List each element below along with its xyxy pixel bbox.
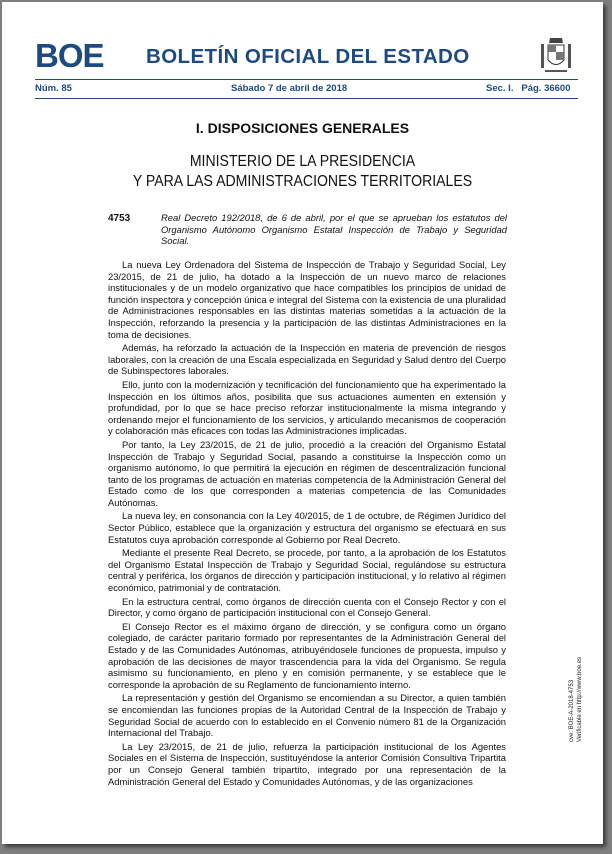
verification-url: Verificable en http://www.boe.es (577, 656, 583, 742)
document-body (108, 259, 506, 789)
document-summary: Real Decreto 192/2018, de 6 de abril, por el que se aprueban los estatutos del Organismo Autónomo Organismo Estatal Inspección de Trabajo y Seguridad Social. (161, 212, 507, 247)
issue-date: Sábado 7 de abril de 2018 (231, 83, 348, 94)
ministry-line-1: MINISTERIO DE LA PRESIDENCIA (189, 153, 416, 170)
ministry-heading (38, 152, 567, 192)
paragraph: La nueva ley, en consonancia con la Ley 40/2015, de 1 de octubre, de Régimen Jurídico del Sector Público, establece que la organización y estructura del organismo se efectuará en sus Estatutos cuya aprobación corresponde al Gobierno por Real Decreto. (108, 510, 506, 545)
section-title: I. DISPOSICIONES GENERALES (195, 120, 410, 136)
header-rule-top (35, 79, 578, 80)
coat-of-arms-icon (539, 36, 573, 74)
paragraph: Además, ha reforzado la actuación de la Inspección en materia de prevención de riesgos laborales, con la creación de una Escala especializada en Seguridad y Salud dentro del Cuerpo de Subinspectores laborales. (108, 342, 506, 377)
paragraph: Mediante el presente Real Decreto, se procede, por tanto, a la aprobación de los Estatutos del Organismo Estatal Inspección de Trabajo y Seguridad Social, regulándose su estructura central y periférica, los órganos de dirección y participación institucional, y lo relativo al régimen económico, patrimonial y de contratación. (108, 547, 506, 594)
verification-note (568, 657, 584, 742)
bulletin-title: BOLETÍN OFICIAL DEL ESTADO (146, 45, 470, 68)
issue-number: Núm. 85 (35, 83, 72, 94)
boe-logo: BOE (35, 37, 104, 74)
paragraph: Por tanto, la Ley 23/2015, de 21 de julio, procedió a la creación del Organismo Estatal Inspección de Trabajo y Seguridad Social, pasando a constituirse la Inspección como un organismo autónomo, lo que permitirá la ejecución en régimen de descentralización funcional tanto de los programas de actuación en materias competencia de la Administración General del Estado como de los que corresponden a materias competencia de las Comunidades Autónomas. (108, 438, 506, 508)
paragraph: La Ley 23/2015, de 21 de julio, refuerza la participación institucional de los Agentes Sociales en el Sistema de Inspección, sustituyéndose la anterior Comisión Consultiva Tripartita por un Consejo General también tripartito, integrado por una representación de la Administración General del Estado y Comunidades Autónomas, y de las organizaciones (108, 740, 506, 787)
header-rule-bottom (35, 98, 578, 99)
paragraph: El Consejo Rector es el máximo órgano de dirección, y se configura como un órgano colegiado, de carácter paritario formado por representantes de la Administración General del Estado y de las Comunidades Autónomas, atribuyéndosele funciones de propuesta, impulso y aprobación de las decisiones de mayor trascendencia para la vida del Organismo. Se regula asimismo su funcionamiento, en pleno y en comisión permanente, y se establece que le corresponde la aprobación de su Reglamento de funcionamiento interno. (108, 620, 506, 690)
paragraph: Ello, junto con la modernización y tecnificación del funcionamiento que ha experimentado la Inspección en los últimos años, posibilita que sus actuaciones aumenten en extensión y profundidad, por lo que se hace preciso reforzar institucionalmente la misma integrando y ordenando mejor el funcionamiento de los servicios, y articulando mecanismos de cooperación y colaboración más eficaces con todas las Administraciones implicadas. (108, 378, 506, 437)
paragraph: En la estructura central, como órganos de dirección cuenta con el Consejo Rector y con el Director, y como órgano de participación institucional con el Consejo General. (108, 595, 506, 619)
paragraph: La nueva Ley Ordenadora del Sistema de Inspección de Trabajo y Seguridad Social, Ley 23/2015, de 21 de julio, ha dotado a la Inspección de un nuevo marco de relaciones institucionales y de un modelo organizativo que hace compatibles los principios de unidad de función inspectora y concepción única e integral del Sistema con la existencia de una pluralidad de Administraciones responsables en las distintas materias sometidas a la actuación de la Inspección, reforzando la presencia y la participación de las distintas Administraciones en la toma de decisiones. (108, 259, 506, 340)
document-number: 4753 (108, 213, 131, 224)
cve-code: cve: BOE-A-2018-4753 (569, 679, 575, 742)
ministry-line-2: Y PARA LAS ADMINISTRACIONES TERRITORIALES (132, 173, 473, 190)
section-page: Sec. I. Pág. 36600 (486, 83, 571, 94)
document-page (2, 2, 603, 844)
paragraph: La representación y gestión del Organismo se encomiendan a su Director, a quien también se encomiendan las funciones propias de la Autoridad Central de la Inspección de Trabajo y Seguridad Social de acuerdo con lo establecido en el Convenio número 81 de la Organización Internacional del Trabajo. (108, 692, 506, 739)
